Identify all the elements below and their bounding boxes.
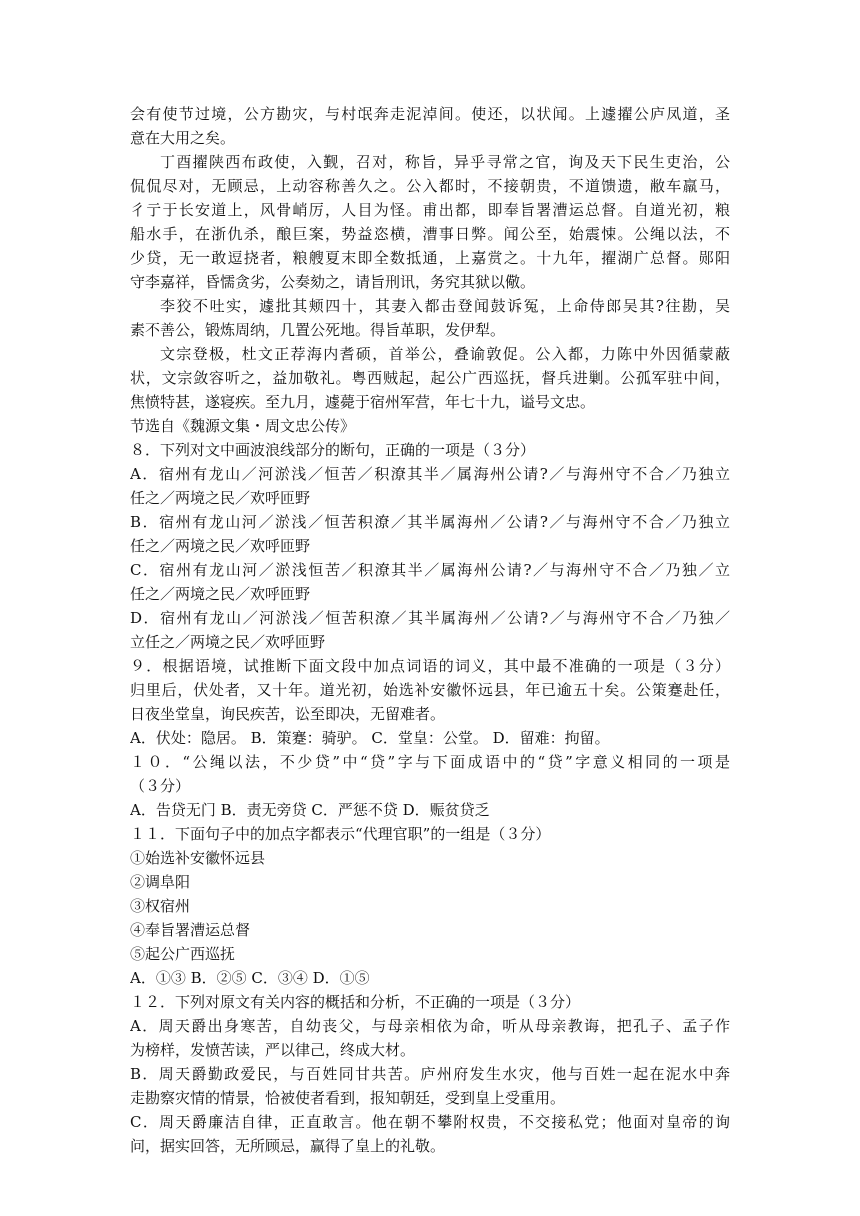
text-line: 少贷，无一敢逗挠者，粮艘夏末即全数抵通，上嘉赏之。十九年，擢湖广总督。郧阳 bbox=[130, 249, 730, 267]
text-line: C．周天爵廉洁自律，正直敢言。他在朝不攀附权贵，不交接私党；他面对皇帝的询 bbox=[130, 1113, 730, 1131]
text-line: B．宿州有龙山河／淤浅／恒苦积潦／其半属海州／公请?／与海州守不合／乃独立 bbox=[130, 513, 730, 531]
text-line: 会有使节过境，公方勘灾，与村氓奔走泥淖间。使还，以状闻。上遽擢公庐凤道，圣 bbox=[130, 105, 730, 123]
text-line: 侃侃尽对，无顾忌，上动容称善久之。公入都时，不接朝贵，不道馈遗，敝车羸马， bbox=[130, 177, 730, 195]
text-line: 问，据实回答，无所顾忌，赢得了皇上的礼敬。 bbox=[130, 1137, 446, 1155]
text-line: 归里后，伏处者，又十年。道光初，始选补安徽怀远县，年已逾五十矣。公策蹇赴任， bbox=[130, 681, 730, 699]
text-line: 任之／两境之民／欢呼匝野 bbox=[130, 537, 311, 555]
text-line: 守李嘉祥，昏懦贪劣，公奏劾之，请旨刑讯，务究其狱以儆。 bbox=[130, 273, 536, 291]
text-line: 任之／两境之民／欢呼匝野 bbox=[130, 489, 311, 507]
text-line: １０．“公绳以法，不少贷”中“贷”字与下面成语中的“贷”字意义相同的一项是 bbox=[130, 753, 730, 771]
text-line: A．伏处：隐居。 B．策蹇：骑驴。 C．堂皇：公堂。 D．留难：拘留。 bbox=[130, 729, 610, 747]
text-line: 李狡不吐实，遽批其颊四十，其妻入都击登闻鼓诉冤，上命侍郎吴其?往勘，吴 bbox=[160, 297, 730, 315]
text-line: 船水手，在浙仇杀，酿巨案，势益恣横，漕事日弊。闻公至，始震悚。公绳以法，不 bbox=[130, 225, 730, 243]
text-line: 意在大用之矣。 bbox=[130, 129, 236, 147]
text-line: C．宿州有龙山河／淤浅恒苦／积潦其半／属海州公请?／与海州守不合／乃独／立 bbox=[130, 561, 730, 579]
text-line: ①始选补安徽怀远县 bbox=[130, 849, 266, 867]
text-line: 素不善公，锻炼周纳，几置公死地。得旨革职，发伊犁。 bbox=[130, 321, 506, 339]
text-line: 立任之／两境之民／欢呼匝野 bbox=[130, 633, 326, 651]
text-line: 焦愤特甚，遂寝疾。至九月，遽薨于宿州军营，年七十九，谥号文忠。 bbox=[130, 393, 596, 411]
text-line: B．周天爵勤政爱民，与百姓同甘共苦。庐州府发生水灾，他与百姓一起在泥水中奔 bbox=[130, 1065, 730, 1083]
text-line: 日夜坐堂皇，询民疾苦，讼至即决，无留难者。 bbox=[130, 705, 446, 723]
text-line: A．宿州有龙山／河淤浅／恒苦／积潦其半／属海州公请?／与海州守不合／乃独立 bbox=[130, 465, 730, 483]
text-line: 为榜样，发愤苦读，严以律己，终成大材。 bbox=[130, 1041, 416, 1059]
text-line: 走勘察灾情的情景，恰被使者看到，报知朝廷，受到皇上受重用。 bbox=[130, 1089, 566, 1107]
text-line: ④奉旨署漕运总督 bbox=[130, 921, 251, 939]
text-line: ②调阜阳 bbox=[130, 873, 191, 891]
text-line: D．宿州有龙山／河淤浅／恒苦积潦／其半属海州／公请?／与海州守不合／乃独／ bbox=[130, 609, 730, 627]
text-line: （３分） bbox=[130, 777, 191, 795]
text-line: 状，文宗敛容听之，益加敬礼。粤西贼起，起公广西巡抚，督兵进剿。公孤军驻中间， bbox=[130, 369, 730, 387]
text-line: ⑤起公广西巡抚 bbox=[130, 945, 236, 963]
text-line: ９．根据语境，试推断下面文段中加点词语的词义，其中最不准确的一项是（３分） bbox=[130, 657, 730, 675]
text-line: １２．下列对原文有关内容的概括和分析，不正确的一项是（３分） bbox=[130, 993, 581, 1011]
text-line: 丁酉擢陕西布政使，入觐，召对，称旨，异乎寻常之官，询及天下民生吏治，公 bbox=[160, 153, 730, 171]
text-line: １１．下面句子中的加点字都表示“代理官职”的一组是（３分） bbox=[130, 825, 551, 843]
document-page bbox=[130, 102, 730, 1158]
text-line: ③权宿州 bbox=[130, 897, 191, 915]
text-line: 节选自《魏源文集・周文忠公传》 bbox=[130, 417, 356, 435]
text-line: ８．下列对文中画波浪线部分的断句，正确的一项是（３分） bbox=[130, 441, 536, 459]
text-line: 文宗登极，杜文正荐海内耆硕，首举公，叠谕敦促。公入都，力陈中外因循蒙蔽 bbox=[160, 345, 730, 363]
text-line: A．告贷无门 B．责无旁贷 C．严惩不贷 D．赈贫贷乏 bbox=[130, 801, 490, 819]
text-line: 任之／两境之民／欢呼匝野 bbox=[130, 585, 311, 603]
text-line: 彳亍于长安道上，风骨峭厉，人目为怪。甫出都，即奉旨署漕运总督。自道光初，粮 bbox=[130, 201, 730, 219]
text-line: A．①③ B．②⑤ C．③④ D．①⑤ bbox=[130, 969, 370, 987]
text-line: A．周天爵出身寒苦，自幼丧父，与母亲相依为命，听从母亲教诲，把孔子、孟子作 bbox=[130, 1017, 730, 1035]
